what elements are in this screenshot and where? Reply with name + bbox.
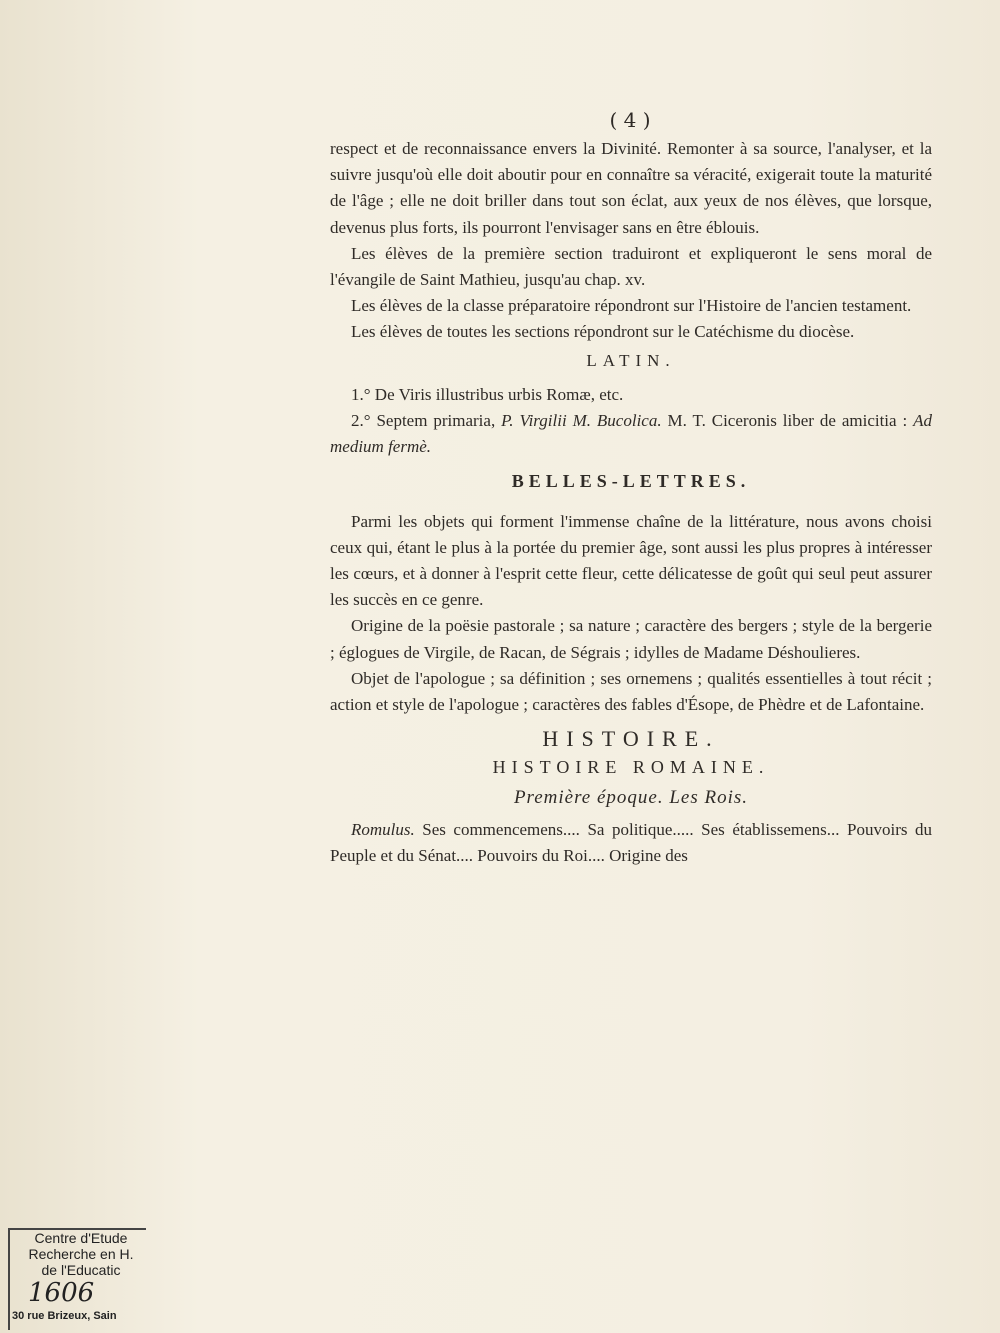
stamp-address: 30 rue Brizeux, Sain [12, 1310, 117, 1322]
body-text [330, 136, 932, 869]
paragraph-religion: respect et de reconnaissance envers la Divinité. Remonter à sa source, l'analyser, et la suivre jusqu'où elle doit aboutir pour en connaître sa véracité, exigerait toute la maturité de l'âge ; elle ne doit briller dans tout son éclat, aux yeux de nos élèves, que lorsque, devenus plus forts, ils pourront l'envisager sans en être éblouis. [330, 139, 932, 237]
paragraph-apologue: Objet de l'apologue ; sa définition ; ses ornemens ; qualités essentielles à tout récit ; action et style de l'apologue ; caractères des fables d'Ésope, de Phèdre et de Lafontaine. [330, 668, 932, 715]
stamp-line-2: Recherche en H. [28, 1246, 134, 1262]
paragraph-pastoral-poetry: Origine de la poësie pastorale ; sa nature ; caractère des bergers ; style de la bergerie ; églogues de Virgile, de Racan, de Ségrais ; idylles de Madame Déshoulieres. [330, 616, 932, 662]
heading-histoire: HISTOIRE. [542, 726, 720, 752]
heading-latin: LATIN. [586, 350, 676, 370]
stamp-line-3: de l'Educatic [41, 1262, 121, 1278]
latin-item-2 [330, 408, 932, 460]
heading-histoire-romaine: HISTOIRE ROMAINE. [492, 757, 770, 778]
latin-item-2-text-c: M. T. Ciceronis liber de amicitia : [661, 411, 914, 431]
stamp-line-1: Centre d'Etude [34, 1230, 128, 1246]
romulus-rest: Ses commencemens.... Sa politique..... Ses établissemens... Pouvoirs du Peuple et du Sénat.... Pouvoirs du Roi.... Origine des [330, 819, 932, 866]
paragraph-catechism: Les élèves de toutes les sections répondront sur le Catéchisme du diocèse. [351, 322, 855, 342]
latin-item-2-virgil: P. Virgilii M. Bucolica. [501, 411, 662, 431]
latin-item-2-ferme: Ad medium fermè. [330, 411, 933, 457]
latin-item-1: 1.° De Viris illustribus urbis Romæ, etc. [351, 384, 624, 404]
stamp-number: 1606 [28, 1278, 95, 1308]
latin-item-2-text-a: 2.° Septem primaria, [351, 411, 502, 431]
heading-belles-lettres: BELLES-LETTRES. [511, 471, 751, 492]
heading-premiere-epoque: Première époque. Les Rois. [513, 786, 749, 808]
paragraph-preparatory-class: Les élèves de la classe préparatoire répondront sur l'Histoire de l'ancien testament. [351, 296, 912, 316]
paragraph-romulus [330, 817, 932, 869]
page-number: ( 4 ) [609, 108, 651, 132]
paragraph-first-section: Les élèves de la première section traduiront et expliqueront le sens moral de l'évangile de Saint Mathieu, jusqu'au chap. xv. [330, 243, 932, 290]
romulus-lead: Romulus. [351, 819, 415, 839]
library-stamp [8, 1228, 146, 1330]
paragraph-literature: Parmi les objets qui forment l'immense chaîne de la littérature, nous avons choisi ceux qui, étant le plus à la portée du premier âge, sont aussi les plus propres à intéresser les cœurs, et à donner à l'esprit cette fleur, cette délicatesse de goût qui seul peut assurer les succès en ce genre. [330, 511, 932, 610]
